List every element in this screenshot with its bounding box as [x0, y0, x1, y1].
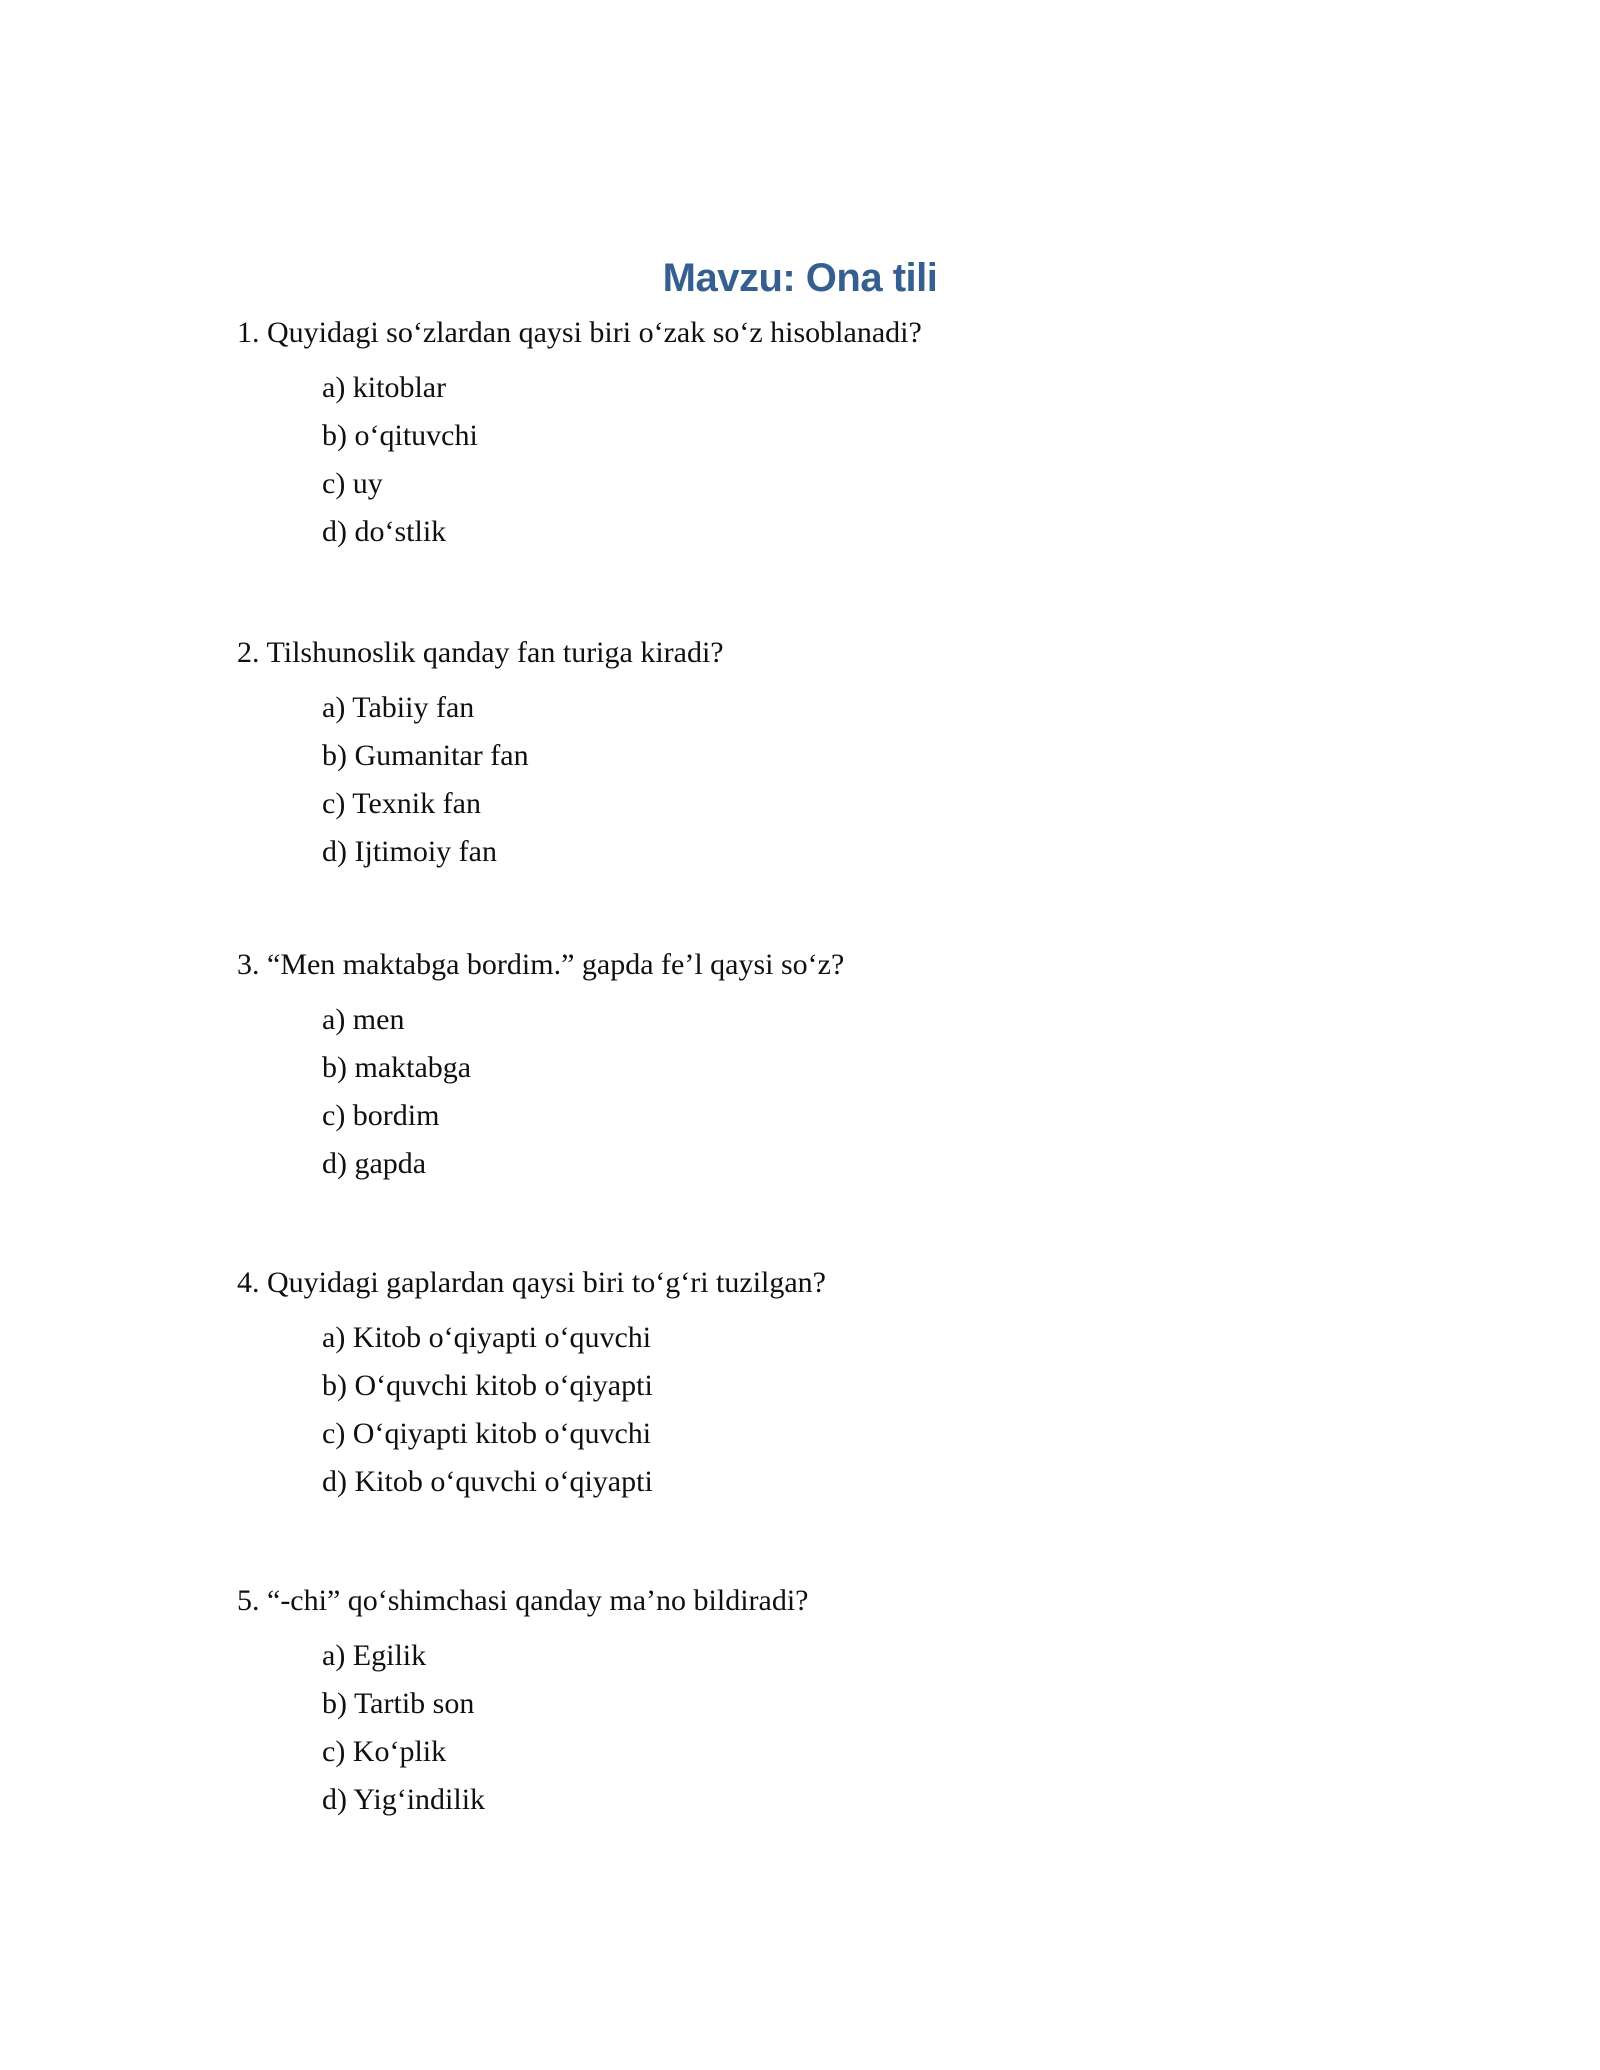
answer-option: a) Kitob o‘qiyapti o‘quvchi — [322, 1321, 652, 1354]
answer-option: d) Ijtimoiy fan — [322, 835, 497, 868]
question-block-5 — [237, 1577, 1437, 1824]
answer-option: b) Gumanitar fan — [322, 739, 529, 772]
question-text: 2. Tilshunoslik qanday fan turiga kiradi? — [237, 636, 724, 669]
answer-option: c) bordim — [322, 1099, 440, 1132]
answer-option: b) o‘qituvchi — [322, 419, 478, 452]
question-text: 5. “-chi” qo‘shimchasi qanday ma’no bildiradi? — [237, 1584, 809, 1617]
answer-option: b) Tartib son — [322, 1687, 475, 1720]
question-block-2 — [237, 629, 1437, 876]
options-list — [237, 1314, 1437, 1506]
question-text: 4. Quyidagi gaplardan qaysi biri to‘g‘ri tuzilgan? — [237, 1266, 826, 1299]
answer-option: c) Texnik fan — [322, 787, 481, 820]
options-list — [237, 996, 1437, 1188]
answer-option: a) kitoblar — [322, 371, 447, 404]
answer-option: d) Kitob o‘quvchi o‘qiyapti — [322, 1465, 653, 1498]
options-list — [237, 1632, 1437, 1824]
answer-option: c) uy — [322, 467, 383, 500]
answer-option: c) O‘qiyapti kitob o‘quvchi — [322, 1417, 652, 1450]
answer-option: b) O‘quvchi kitob o‘qiyapti — [322, 1369, 653, 1402]
answer-option: d) do‘stlik — [322, 515, 447, 548]
answer-option: a) Egilik — [322, 1639, 427, 1672]
answer-option: d) gapda — [322, 1147, 427, 1180]
page-title: Mavzu: Ona tili — [662, 256, 938, 300]
question-block-1 — [237, 309, 1437, 556]
question-block-3 — [237, 941, 1437, 1188]
answer-option: a) Tabiiy fan — [322, 691, 475, 724]
answer-option: c) Ko‘plik — [322, 1735, 447, 1768]
options-list — [237, 364, 1437, 556]
question-block-4 — [237, 1259, 1437, 1506]
answer-option: d) Yig‘indilik — [322, 1783, 486, 1816]
question-text: 1. Quyidagi so‘zlardan qaysi biri o‘zak so‘z hisoblanadi? — [237, 316, 922, 349]
answer-option: b) maktabga — [322, 1051, 472, 1084]
question-text: 3. “Men maktabga bordim.” gapda fe’l qaysi so‘z? — [237, 948, 845, 981]
options-list — [237, 684, 1437, 876]
answer-option: a) men — [322, 1003, 405, 1036]
